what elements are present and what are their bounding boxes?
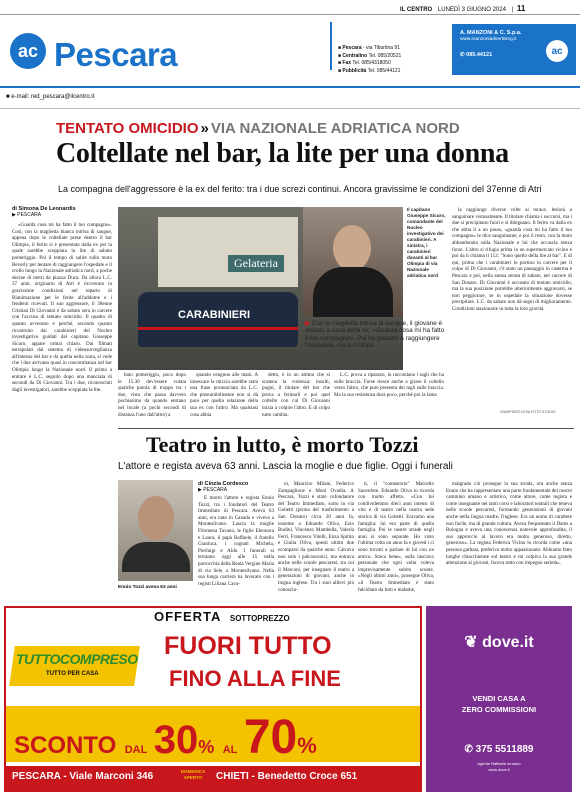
kicker-b: VIA NAZIONALE ADRIATICA NORD (210, 120, 460, 137)
section-rule (118, 428, 574, 429)
story1-col4: detto, è in un attimo che si scatena la violenza: insulti, pugni, il titolare del bar che prova a fermarli e poi quel coltello con cui Di Giovanni inizia a colpire l'altro. E di colpo tutto cambia. (262, 372, 330, 418)
story1-col3: quando vengono alle mani. A innescare la miccia sarebbe stata una frase pronunciata da L.C. che presumibilmente non si dà pace per quella relazione della sua ex con l'altro. Ma qualsiasi cosa abbia (190, 372, 258, 418)
contact-fax: ■ Fax Tel. 085/4318050 (338, 60, 391, 66)
tozzi-portrait (118, 480, 193, 581)
contact-pescara: ■ Pescara - via Tiburtina 91 (338, 45, 400, 51)
page-number: 11 (516, 4, 526, 13)
ad-domenica: DOMENICA APERTO (180, 769, 206, 780)
quote-box: ▶ Con la maglietta intrisa di sangue, il giovane è andato a casa della ex: «Guarda cosa mi ha fatto il tuo compagno». Poi ha provato a raggiungere l'ospedale, ma è crollato (305, 320, 445, 350)
story1-kicker (56, 120, 460, 137)
dove-phone: ✆ 375 5511889 (464, 744, 534, 755)
masthead-bottom-rule (0, 86, 580, 88)
dove-text2: ZERO COMMISSIONI (461, 705, 537, 714)
story2-headline: Teatro in lutto, è morto Tozzi (146, 432, 419, 457)
story2-col3: ti, il "contastorie" Marcello Sacerdote. Edoardo Oliva lo ricorda con molto affetto. «Con lui condividemmo dieci anni intensi di vita e di teatro nella nostra sede storica di via Gobetti. Eravamo una famiglia: lui era parte di quella famiglia. Poi le nostre strade negli anni si sono separate. Ho visto l'ultima volta un anno fa e gioved ì ci sono trovati a parlare di lui con un amico. Stava bene», sulla lasciavo personale che ogni volta voleva imprevisamente subito scuote. «Negli ultimi anni», prosegue Oliva, «il Teatro Immediato è stato falcidiato da lutti e malattie, (358, 481, 434, 593)
email-rule (0, 108, 580, 109)
kicker-a: TENTATO OMICIDIO (56, 120, 199, 137)
email-line[interactable]: ■ e-mail: red_pescara@ilcentro.it (6, 94, 95, 100)
rooster-icon: ❦ (464, 634, 478, 651)
captain-portrait (303, 207, 403, 317)
phone-icon: ✆ (464, 744, 473, 755)
dove-text1: VENDI CASA A (472, 694, 526, 703)
dove-ad[interactable] (426, 606, 572, 792)
quote-arrow-icon: ▶ (305, 320, 310, 327)
ad-offerta: OFFERTA SOTTOPREZZO (154, 609, 290, 624)
story2-author: di Cinzia Cordesco (198, 481, 249, 487)
dove-url: www.dove.it (488, 767, 510, 772)
manzoni-name: A. MANZONI & C. S.p.a. (460, 30, 522, 36)
dove-logo: ❦ dove.it (464, 634, 534, 651)
story1-col5: L.C. prova a ripararsi, lo raccontano i tagli che ha sulle braccia. Forse riesce anche a girare il coltello verso l'altro, che pure presenta dei tagli sulle braccia. Ma la sua resistenza dura poco, perché poi la lama (334, 372, 444, 398)
tuttocompreso-ad[interactable] (4, 606, 574, 794)
story1-headline: Coltellate nel bar, la lite per una donna (56, 138, 509, 169)
masthead-info: IL CENTRO LUNEDÌ 3 GIUGNO 2024 | 11 (400, 4, 526, 13)
ad-fino-alla-fine: FINO ALLA FINE (169, 666, 341, 691)
paper-name: IL CENTRO (400, 7, 433, 13)
story1-col1: «Guarda cosa mi ha fatto il tuo compagno». Così, con la maglietta bianca intrisa di sangue, appena dopo le coltellate prese dentro il bar Olimpia, il ferito si è presentato dalla ex per la quale sarebbe scoppiata la lite di sabato pomeriggio. Poi il tempo di salire sulla moto Beverly per tentare di raggiungere l'ospedale e il crollo lungo la Nazionale adriatica nord, a poche decine di metri da piazza Duca. Da allora L.C. 37 anni, originario di Atri è ricoverato in gravissime condizioni nel reparto di Rianimazione per le ferite all'addome e i fendenti ricevuti. Il suo aggressore, il 38enne Cristian Di Giovanni è da sabato sera in carcere con l'accusa di tentato omicidio. Il quadro di quanto avvenuto e perché, secondo quanto ricostruito dai carabinieri del Nucleo investigativo guidati dal capitano Giuseppe Sicuro, appare ormai chiaro. Dai filmati estrapolati dal sistema di videosorveglianza all'interno del bar e da quella nella zona, si vede che i due arrivano quasi in concomitanza nel bar Olimpia lungo la Nazionale nord. Il primo a entrare è L.C. seguito dopo una manciata di secondi da Di Giovanni. Tra i due, riconosciuti dagli investigatori, sarebbe scoppiata la lite. (12, 222, 112, 393)
ad-location-pescara: PESCARA - Viale Marconi 346 (12, 771, 154, 782)
story1-subhead: La compagna dell'aggressore è la ex del ferito: tra i due screzi continui. Ancora gravissime le condizioni del 37enne di Atri (58, 184, 542, 194)
story2-subhead: L'attore e regista aveva 63 anni. Lascia la moglie e due figlie. Oggi i funerali (118, 461, 453, 472)
ad-brand-sub: TUTTO PER CASA (46, 671, 99, 677)
story2-place: ▶ PESCARA (198, 487, 228, 493)
captain-caption: Il capitano Giuseppe Sicuro, comandante del Nucleo investigativo dei carabinieri. A sinistra, i carabinieri davanti al bar Olimpia di via Nazionale adriatica nord (407, 207, 446, 278)
ad-brand: TUTTOCOMPRESO (16, 651, 138, 667)
story2-byline (198, 481, 248, 493)
car-sign: CARABINIERI (178, 309, 251, 321)
dove-agent: Agente Raffaele Iurnano (477, 761, 521, 766)
bar-sign: Gelateria (228, 255, 284, 272)
story2-col1: È morto l'attore e regista Ennio Tozzi, tra i fondatori del Teatro Immediato di Pescara. Aveva 63 anni, era nato in Canada e viveva a Montesilvano. Lascia la moglie Filomena Tavano, le figlie Eleonora e Laura, il papà Raffaele, il fratello Gianluca, i cognati Michela, Pierluigi e Aldo. I funerali si terranno oggi alle 15 nella parrocchia della Beata Vergine Maria di via Sele, a Montesilvano. Nella sua lunga carriera ha lavorato con i registi Liliana Cava- (198, 495, 274, 587)
manzoni-ad[interactable] (452, 24, 576, 75)
ad-sconto: SCONTO DAL 30% AL 70% (14, 711, 317, 764)
issue-date: LUNEDÌ 3 GIUGNO 2024 (437, 7, 506, 13)
story1-place: ▶ PESCARA (12, 212, 42, 218)
contact-pubblicita: ■ Pubblicità Tel. 085/44121 (338, 67, 401, 74)
section-city: Pescara (54, 36, 178, 73)
manzoni-phone: ✆ 085.44121 (460, 52, 493, 58)
kicker-sep: » (200, 120, 209, 137)
contact-centralino: ■ Centralino Tel. 085/20521 (338, 52, 402, 59)
contacts-block (338, 45, 401, 75)
story2-col2: ni, Maurizio Milani, Federico Zampaglione e Moni Ovadia. A Pescara, Tozzi è stato cofondatore del Teatro Immediato, sorto in via Gobetti (prima del trasferimento a San Donato) circa 20 anni fa, insieme a Edoardo Oliva, Ezio Budini, Vincenzo Mambella, Valeria Ferri, Francesco Vitelli, Enza Spitito e Giulia Oliva, questi ultimi due scomparsi da qualche anno. Calcava non solo i palcoscenici, ma entrava anche nelle scuole pescaresi, tra cui il Marconi, per insegnare il teatro a generazioni di giovani, anche in lingua inglese. Tra i suoi allievi più conosciu- (278, 481, 354, 593)
manzoni-url: www.manzoniadvertising.it (460, 37, 517, 42)
tozzi-caption: Ennio Tozzi aveva 63 anni (118, 585, 177, 590)
photo-credit: GIAMPIERO LEVA FOTO STUDIO (500, 410, 556, 414)
story2-col4: malgrado ciò prosegue la sua strada, ora anche senza Ennio che ha rappresentato una parte fondamentale del nostro cammino umano e artistico, come attore, come regista e come insegnante nei tanti corsi e laboratori teatrali che teneva nelle scuole pescaresi, formando generazioni di giovani anche nella lingua madre, l'inglese. Era un uomo di carattere non facile, ma di grande cultura. Aveva frequentato il Dams a Bologna e aveva una conoscenza notevole approfondita, il suo approccio al lavoro era molto generoso, diretto, generoso». La regista Federica Vicino lo ricorda come «una persona garbata, preferiva molto appassionato. Abbiamo fatto lunghe chiacchierate sul teatro e mi colpiva la sua grande attenzione ai giovani, faceva tutto con impegno serietà». (446, 481, 572, 567)
top-rule (0, 14, 580, 15)
story1-byline (12, 206, 76, 218)
ad-location-chieti: CHIETI - Benedetto Croce 651 (216, 771, 358, 782)
manzoni-logo-icon: ac (546, 40, 568, 62)
masthead-divider (330, 22, 332, 70)
story1-author: di Simona De Leonardis (12, 206, 76, 212)
story1-col2: bato pomeriggio, poco dopo le 15.30 dev'essere volata qualche parola di troppo tra i due, visto che passa davvero pochissimo da quando entrano nel locale (a pochi secondi di distanza l'uno dall'altro) a (118, 372, 186, 418)
ac-logo-icon: ac (10, 33, 46, 69)
ad-fuori-tutto: FUORI TUTTO (164, 632, 332, 660)
story1-col6: la raggiunge diverse volte al torace, lesioni a sanguinare vistosamente. Il titolare chiama i soccorsi, ma i due si precipitano fuori e si dileguano. Il ferito va dalla ex che abita lì a un passo, «guarda cosa mi ha fatto il tuo compagno» le dice sanguinante, e poi il resto, con la moto abbandonata sulla Nazionale e lui che accascia senza forze. L'altro si rifugia prima in un supermercato vicino e poi da lì chiama il 112: "Sono quello della lite al bar". E di qui, prima che i carabinieri lo portino in carcere per il colpo di Di Giovanni, c'è stato un passaggio in caserma e Pescara e poi, nella stessa serata di sabato, nel carcere di San Donato. Di Giovanni è accusato di tentato omicidio, ma la sua posizione potrebbe ulteriormente aggravarsi, se non peggiorare, se in ospedale la situazione dovesse precipitare. L.C. da sabato non dà segni di miglioramento. Condizioni stazionarie in tutta la loro gravità. (452, 207, 572, 312)
